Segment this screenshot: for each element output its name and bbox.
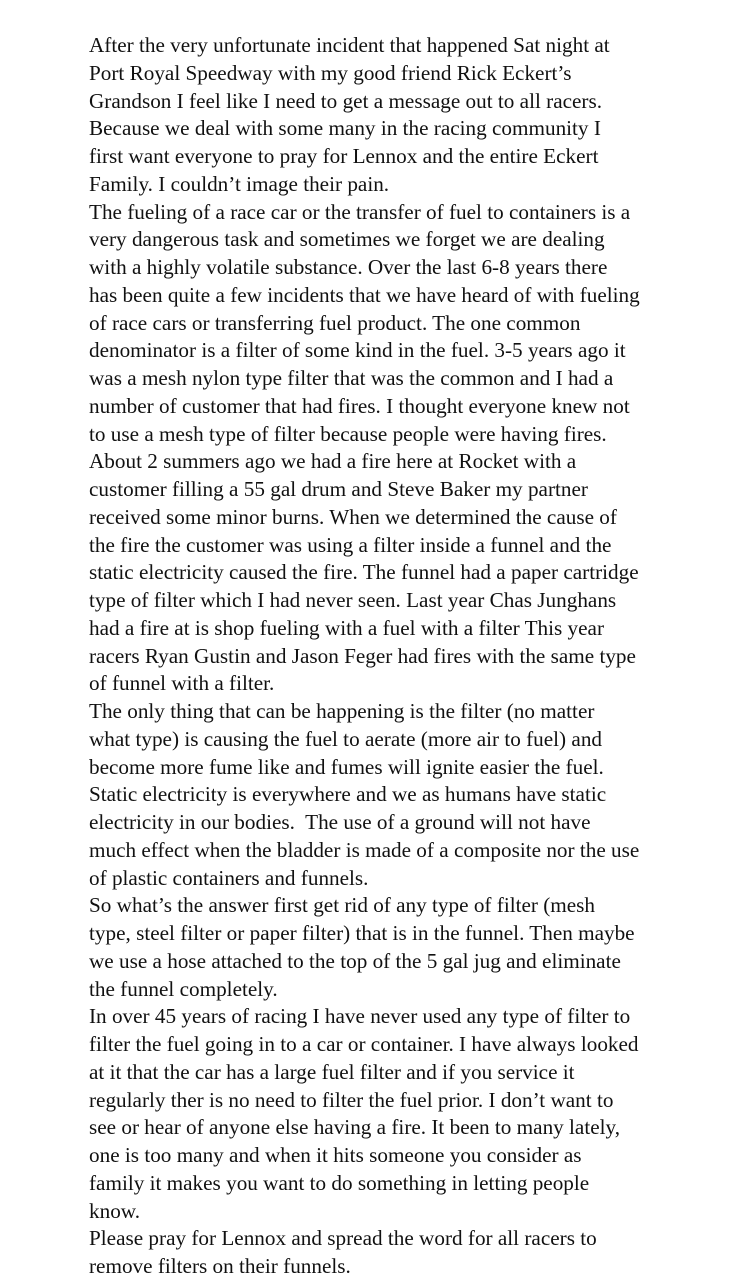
text-line: of race cars or transferring fuel product. The one common [89, 310, 581, 335]
text-line: we use a hose attached to the top of the 5 gal jug and eliminate [89, 948, 621, 973]
text-line: has been quite a few incidents that we have heard of with fueling [89, 282, 640, 307]
text-line: the funnel completely. [89, 976, 278, 1001]
text-line: very dangerous task and sometimes we forget we are dealing [89, 227, 605, 252]
text-line: what type) is causing the fuel to aerate (more air to fuel) and [89, 726, 603, 751]
text-line: Please pray for Lennox and spread the word for all racers to [89, 1226, 597, 1251]
text-line: Family. I couldn’t image their pain. [89, 171, 390, 196]
text-line: regularly ther is no need to filter the fuel prior. I don’t want to [89, 1087, 614, 1112]
text-line: About 2 summers ago we had a fire here at Rocket with a [89, 449, 577, 474]
text-line: electricity in our bodies. The use of a ground will not have [89, 810, 591, 834]
text-line: After the very unfortunate incident that happened Sat night at [89, 33, 610, 57]
text-line: So what’s the answer first get rid of any type of filter (mesh [89, 893, 596, 918]
text-line: was a mesh nylon type filter that was the common and I had a [89, 366, 614, 390]
text-line: know. [89, 1198, 141, 1223]
text-line: at it that the car has a large fuel filter and if you service it [89, 1059, 575, 1084]
text-line: of funnel with a filter. [89, 671, 275, 696]
text-line: denominator is a filter of some kind in the fuel. 3-5 years ago it [89, 338, 626, 363]
text-line: static electricity caused the fire. The funnel had a paper cartridge [89, 560, 639, 585]
text-line: type, steel filter or paper filter) that is in the funnel. Then maybe [89, 921, 635, 945]
text-line: filter the fuel going in to a car or container. I have always looked [89, 1032, 639, 1056]
text-line: Port Royal Speedway with my good friend Rick Eckert’s [89, 60, 572, 85]
text-line: Because we deal with some many in the racing community I [89, 116, 601, 141]
text-line: first want everyone to pray for Lennox and the entire Eckert [89, 144, 599, 168]
text-line: Grandson I feel like I need to get a message out to all racers. [89, 88, 603, 113]
text-line: one is too many and when it hits someone you consider as [89, 1143, 582, 1167]
text-line: In over 45 years of racing I have never used any type of filter to [89, 1004, 631, 1029]
text-line: had a fire at is shop fueling with a fuel with a filter This year [89, 615, 605, 640]
text-line: The only thing that can be happening is the filter (no matter [89, 699, 595, 723]
text-line: to use a mesh type of filter because people were having fires. [89, 421, 607, 446]
text-line: remove filters on their funnels. [89, 1254, 351, 1278]
text-line: the fire the customer was using a filter inside a funnel and the [89, 532, 612, 557]
text-line: much effect when the bladder is made of a composite nor the use [89, 837, 640, 862]
text-line: The fueling of a race car or the transfer of fuel to containers is a [89, 199, 631, 224]
text-line: type of filter which I had never seen. Last year Chas Junghans [89, 588, 617, 612]
text-line: with a highly volatile substance. Over the last 6-8 years there [89, 255, 608, 279]
text-line: see or hear of anyone else having a fire. It been to many lately, [89, 1115, 621, 1140]
text-line: received some minor burns. When we determined the cause of [89, 504, 617, 529]
text-line: racers Ryan Gustin and Jason Feger had fires with the same type [89, 643, 636, 668]
text-line: number of customer that had fires. I thought everyone knew not [89, 393, 630, 418]
text-line: customer filling a 55 gal drum and Steve Baker my partner [89, 477, 588, 501]
text-line: of plastic containers and funnels. [89, 865, 369, 890]
text-line: become more fume like and fumes will ignite easier the fuel. [89, 754, 604, 779]
text-line: family it makes you want to do something in letting people [89, 1170, 590, 1195]
message-text [89, 32, 735, 1281]
text-line: Static electricity is everywhere and we as humans have static [89, 782, 607, 807]
